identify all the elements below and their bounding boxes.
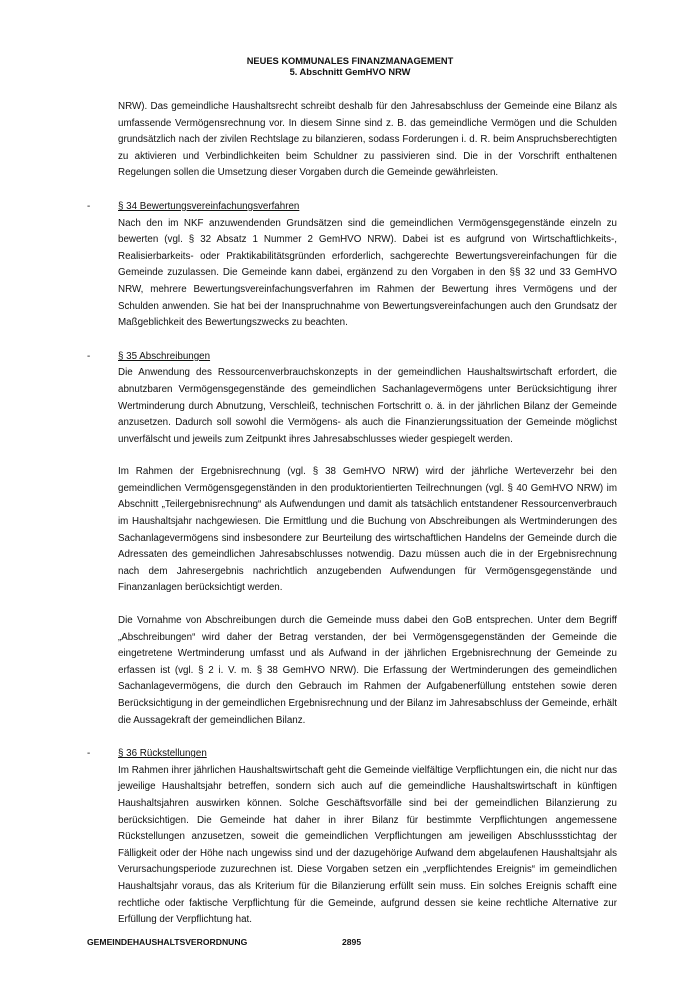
section-34 [87, 199, 617, 332]
section-heading: § 35 Abschreibungen [118, 350, 211, 362]
list-dash: - [87, 350, 91, 362]
section-heading: § 36 Rückstellungen [118, 748, 207, 760]
page-number: 2895 [342, 937, 362, 947]
section-35 [87, 349, 617, 729]
section-36 [87, 746, 617, 929]
section-paragraph: Im Rahmen der Ergebnisrechnung (vgl. § 38 GemHVO NRW) wird der jährliche Werteverzehr bei den gemeindlichen Vermögensgegenständen in den produktorientierten Teilrechnungen (vgl. § 40 GemHVO NRW) im Abschnitt „Teilergebnisrechnung“ als Aufwendungen und damit als tatsächlich entstandener Ressourcenverbrauch im Haushaltsjahr nachgewiesen. Die Ermittlung und die Buchung von Abschreibungen als Wertminderungen des Sachanlagevermögens sind insbesondere zur Beurteilung des wirtschaftlichen Handelns der Gemeinde durch die Adressaten des gemeindlichen Jahresabschlusses notwendig. Dazu müssen auch die in der Ergebnisrechnung nach dem Jahresergebnis nachrichtlich anzugebenden Aufwendungen für Vermögensgegenstände und Finanzanlagen berücksichtigt werden. [118, 466, 617, 594]
section-paragraph: Im Rahmen ihrer jährlichen Haushaltswirtschaft geht die Gemeinde vielfältige Verpflichtungen ein, die nicht nur das jeweilige Haushaltsjahr betreffen, sondern sich auch auf die gemeindliche Haushaltswirtschaft in künftigen Haushaltsjahren auswirken können. Solche Geschäftsvorfälle sind bei der gemeindlichen Bilanzierung zu berücksichtigen. Die Gemeinde hat daher in ihrer Bilanz für bestimmte Verpflichtungen angemessene Rückstellungen anzusetzen, soweit die gemeindlichen Verpflichtungen am jeweiligen Abschlussstichtag der Fälligkeit oder der Höhe nach ungewiss sind und der dazugehörige Aufwand dem abgelaufenen Haushaltsjahr als Verursachungsperiode zuzurechnen ist. Diese Vorgaben setzen ein „verpflichtendes Ereignis“ im gemeindlichen Haushaltsjahr voraus, das als Kriterium für die Bilanzierung erfüllt sein muss. Ein solches Ereignis schafft eine rechtliche oder faktische Verpflichtung für die Gemeinde, aufgrund dessen sie keine rechtliche Alternative zur Erfüllung der Verpflichtung hat. [118, 764, 617, 926]
document-body [87, 99, 617, 929]
header-subtitle: 5. Abschnitt GemHVO NRW [289, 67, 411, 77]
list-dash: - [87, 200, 91, 212]
footer-title: GEMEINDEHAUSHALTSVERORDNUNG [87, 937, 248, 947]
list-dash: - [87, 748, 91, 760]
page-header [0, 56, 700, 78]
section-paragraph: Nach den im NKF anzuwendenden Grundsätzen sind die gemeindlichen Vermögensgegenstände einzeln zu bewerten (vgl. § 32 Absatz 1 Nummer 2 GemHVO NRW). Dabei ist es aufgrund von Wirtschaftlichkeits-, Realisierbarkeits- oder Praktikabilitätsgründen erforderlich, sachgerechte Bewertungsvereinfachungen für die Gemeinde zuzulassen. Die Gemeinde kann dabei, ergänzend zu den Vorgaben in den §§ 32 und 33 GemHVO NRW, mehrere Bewertungsvereinfachungsverfahren im Rahmen der Bewertung ihres Vermögens und der Schulden anwenden. Sie hat bei der Inanspruchnahme von Bewertungsvereinfachungen auch den Grundsatz der Maßgeblichkeit des Bewertungszwecks zu beachten. [118, 217, 617, 329]
header-title: NEUES KOMMUNALES FINANZMANAGEMENT [246, 56, 454, 66]
section-paragraph: Die Anwendung des Ressourcenverbrauchskonzepts in der gemeindlichen Haushaltswirtschaft erfordert, die abnutzbaren Vermögensgegenstände des gemeindlichen Sachanlagevermögens unter Berücksichtigung ihrer Wertminderung durch Abnutzung, Verschleiß, technischen Fortschritt o. ä. in der jährlichen Bilanz der Gemeinde anzusetzen. Dadurch soll sowohl die Vermögens- als auch die Finanzierungssituation der Gemeinde möglichst unverfälscht und jeweils zum Zeitpunkt ihres Jahresabschlusses wieder gespiegelt werden. [118, 367, 617, 445]
section-paragraph: Die Vornahme von Abschreibungen durch die Gemeinde muss dabei den GoB entsprechen. Unter dem Begriff „Abschreibungen“ wird daher der Betrag verstanden, der bei Vermögensgegenständen der Gemeinde die eingetretene Wertminderung umfasst und als Aufwand in der jährlichen Ergebnisrechnung der Gemeinde zu erfassen ist (vgl. § 2 i. V. m. § 38 GemHVO NRW). Die Erfassung der Wertminderungen des gemeindlichen Sachanlagevermögens, die durch den Gebrauch im Rahmen der Aufgabenerfüllung entstehen sowie deren Berücksichtigung in der gemeindlichen Ergebnisrechnung und der Bilanz im Jahresabschluss der Gemeinde, erhält die Aussagekraft der gemeindlichen Bilanz. [118, 615, 617, 726]
intro-paragraph: NRW). Das gemeindliche Haushaltsrecht schreibt deshalb für den Jahresabschluss der Gemeinde eine Bilanz als umfassende Vermögensrechnung vor. In diesem Sinne sind z. B. das gemeindliche Vermögen und die Schulden grundsätzlich nach der zivilen Rechtslage zu bilanzieren, sodass Forderungen i. d. R. beim Anspruchsberechtigten zu aktivieren und Verbindlichkeiten beim Schuldner zu passivieren sind. Die in der Vorschrift enthaltenen Regelungen sollen die Umsetzung dieser Vorgaben durch die Gemeinde gewährleisten. [118, 101, 617, 179]
section-heading: § 34 Bewertungsvereinfachungsverfahren [118, 200, 300, 212]
